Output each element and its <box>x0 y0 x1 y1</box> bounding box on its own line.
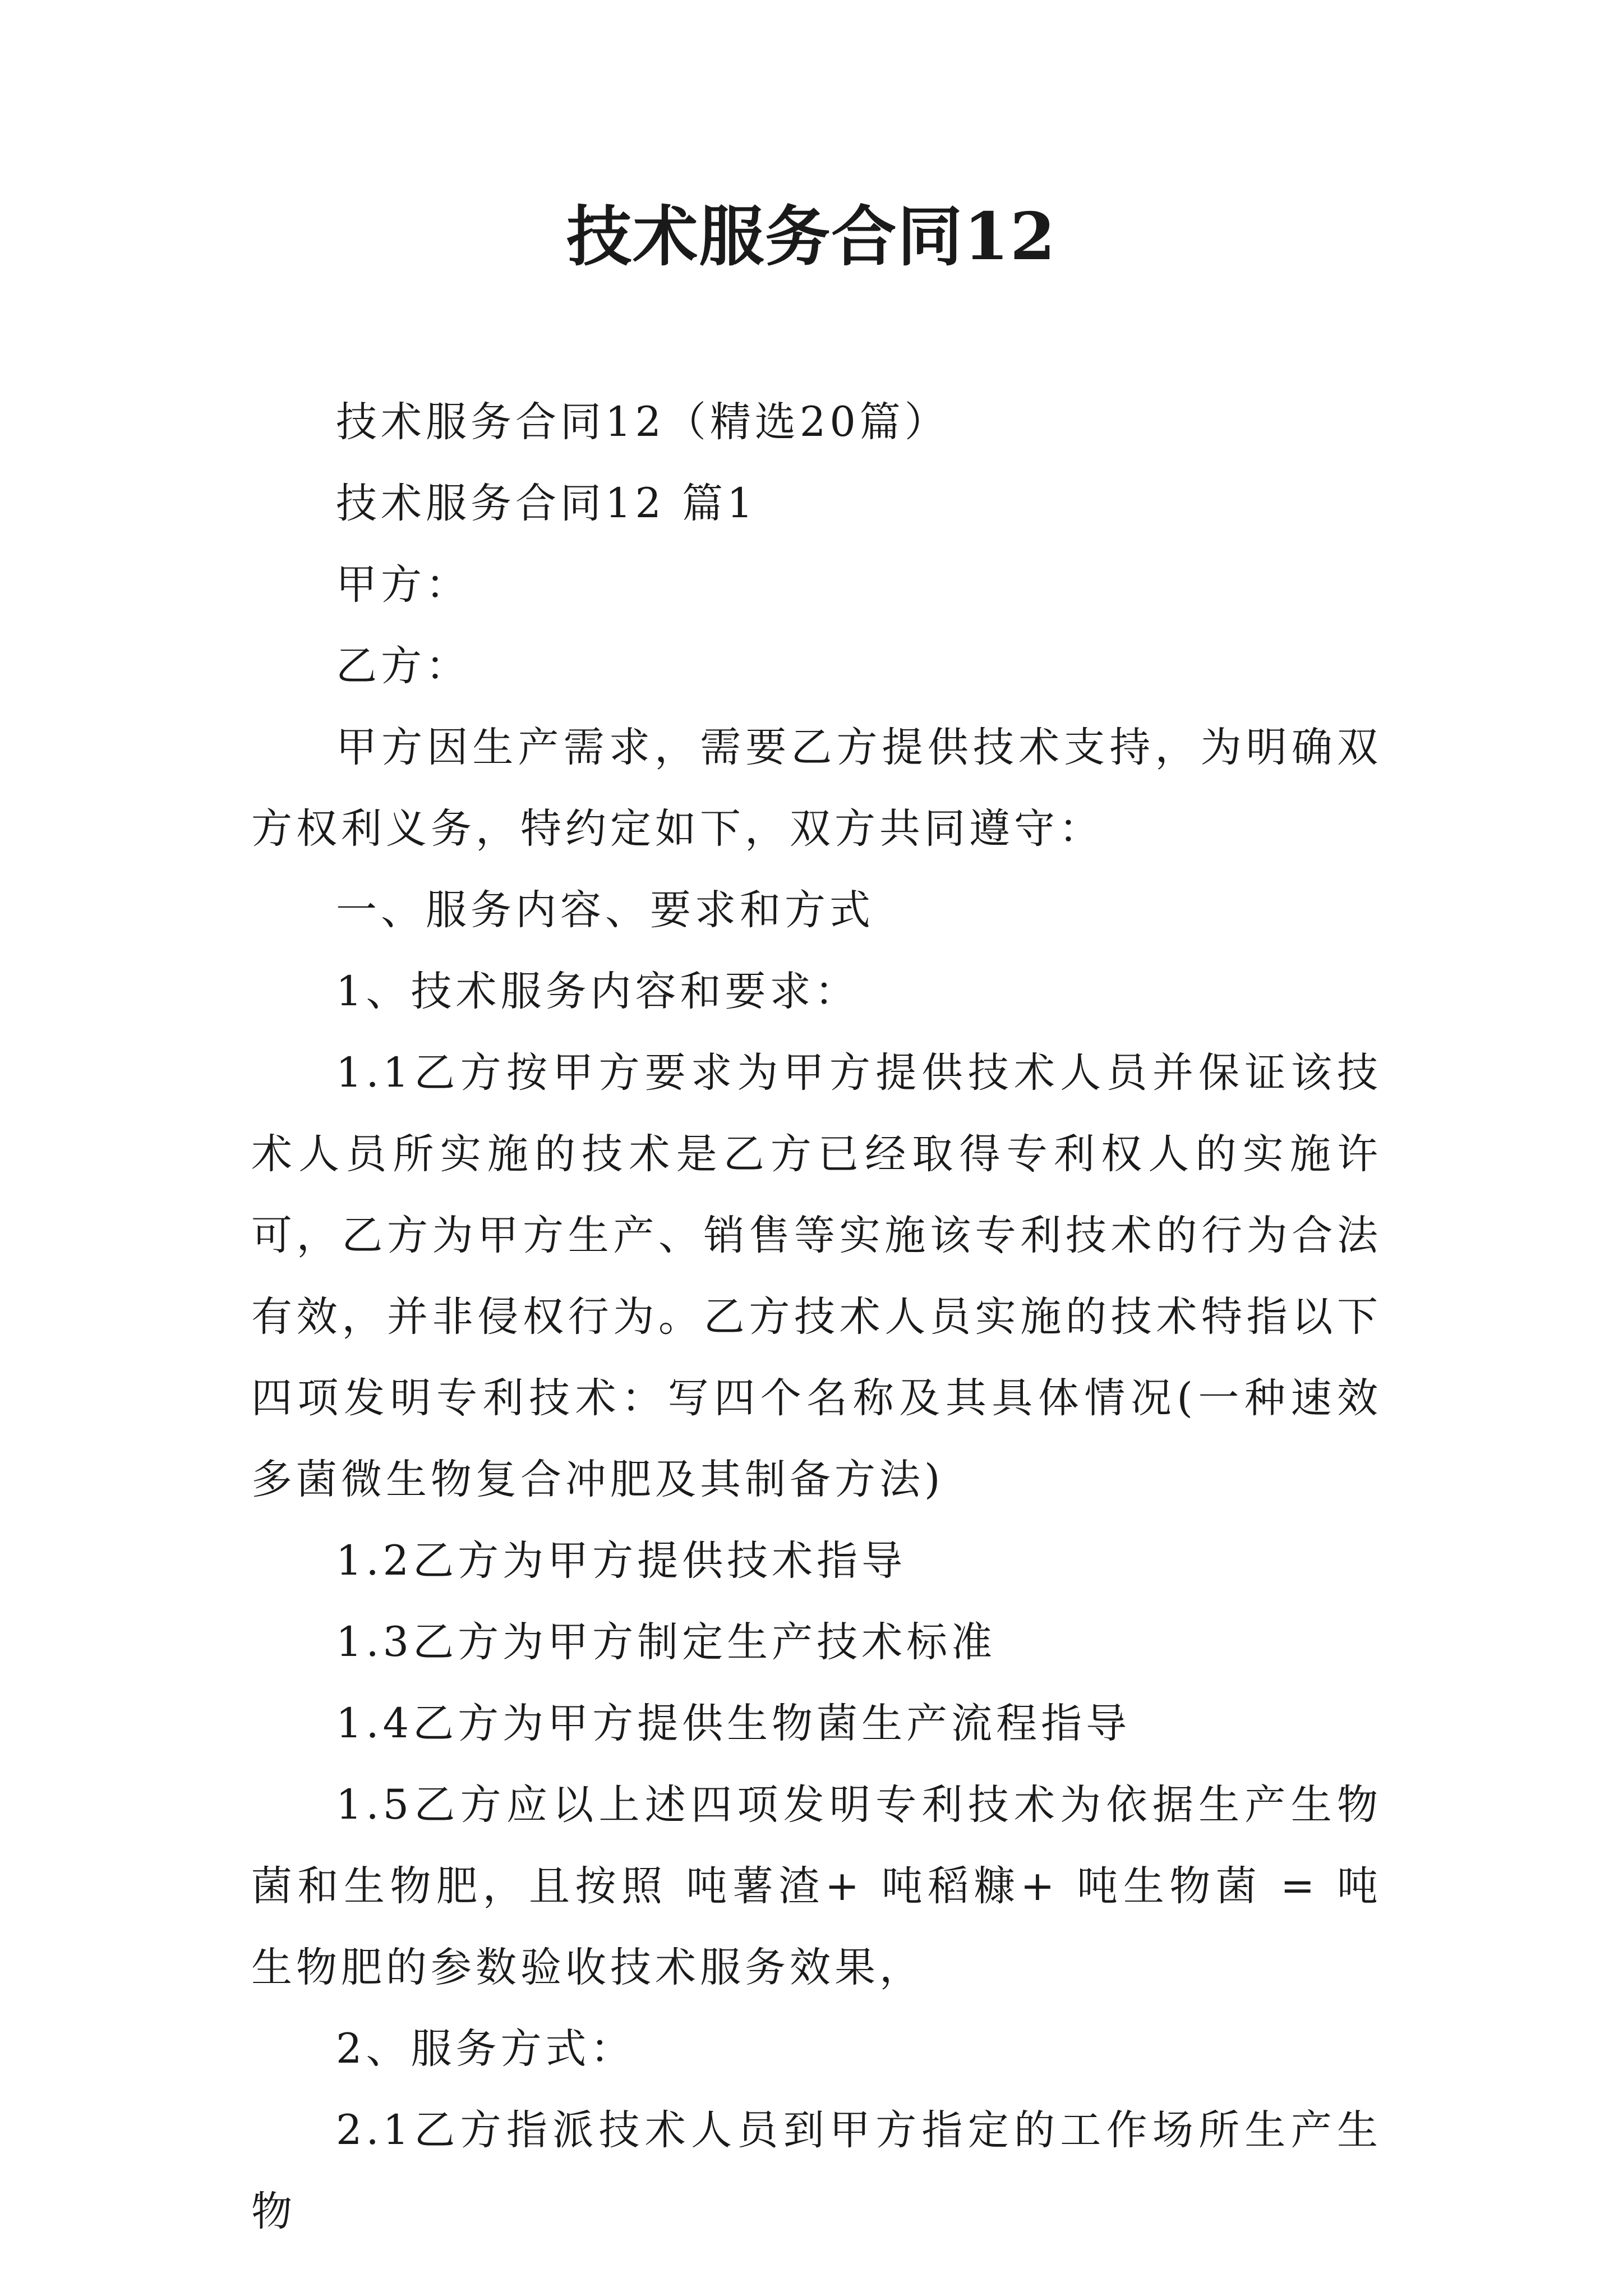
document-body <box>251 381 1382 2252</box>
paragraph-clause-2: 2、服务方式： <box>336 2025 635 2073</box>
paragraph-party-b: 乙方： <box>336 642 471 690</box>
paragraph-clause-1-5: 1.5乙方应以上述四项发明专利技术为依据生产生物菌和生物肥，且按照 吨薯渣+ 吨稻糠+ 吨生物菌 = 吨生物肥的参数验收技术服务效果， <box>251 1781 1382 1991</box>
paragraph-clause-1-4: 1.4乙方为甲方提供生物菌生产流程指导 <box>336 1700 1131 1747</box>
paragraph-section-heading: 技术服务合同12 篇1 <box>336 480 757 527</box>
paragraph-clause-heading: 一、服务内容、要求和方式 <box>336 886 874 934</box>
paragraph-clause-1-2: 1.2乙方为甲方提供技术指导 <box>336 1537 907 1585</box>
paragraph-preamble: 甲方因生产需求，需要乙方提供技术支持，为明确双方权利义务，特约定如下，双方共同遵守： <box>251 724 1382 853</box>
paragraph-clause-1-1: 1.1乙方按甲方要求为甲方提供技术人员并保证该技术人员所实施的技术是乙方已经取得专利权人的实施许可，乙方为甲方生产、销售等实施该专利技术的行为合法有效，并非侵权行为。乙方技术人员实施的技术特指以下四项发明专利技术：写四个名称及其具体情况(一种速效多菌微生物复合冲肥及其制备方法) <box>251 1049 1382 1503</box>
paragraph-clause-2-1: 2.1乙方指派技术人员到甲方指定的工作场所生产生物 <box>251 2106 1382 2235</box>
paragraph-clause-1: 1、技术服务内容和要求： <box>336 968 860 1015</box>
paragraph-clause-1-3: 1.3乙方为甲方制定生产技术标准 <box>336 1618 997 1666</box>
document-title: 技术服务合同12 <box>566 199 1057 275</box>
paragraph-party-a: 甲方： <box>336 561 471 609</box>
paragraph-subtitle: 技术服务合同12（精选20篇） <box>336 398 949 446</box>
